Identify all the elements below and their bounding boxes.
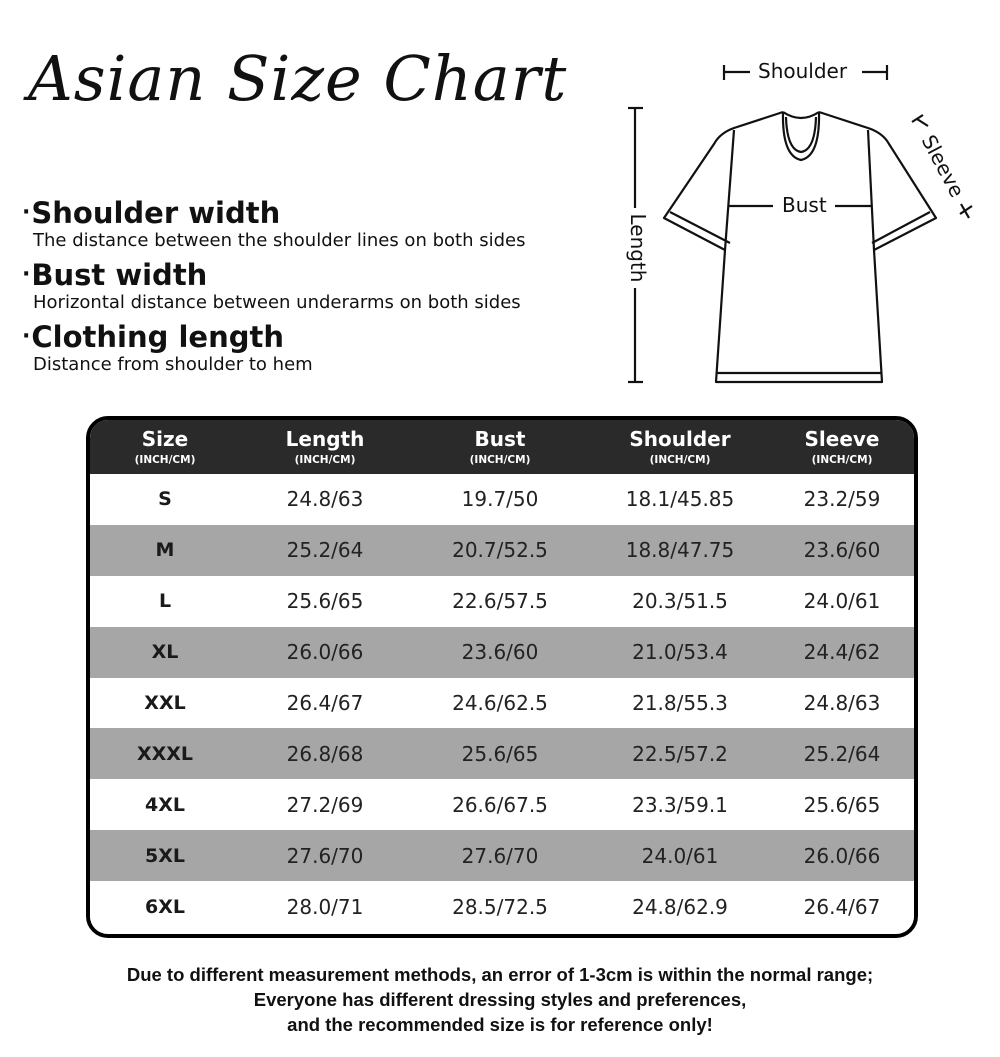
sleeve-cell: 23.6/60 xyxy=(803,538,881,563)
bust-cell: 26.6/67.5 xyxy=(452,792,548,817)
length-cell: 24.8/63 xyxy=(286,487,364,512)
shoulder-label: Shoulder xyxy=(758,59,848,83)
column-header-shoulder: Shoulder (INCH/CM) xyxy=(629,427,731,466)
sleeve-cell: 24.8/63 xyxy=(803,691,881,715)
sleeve-cell: 23.2/59 xyxy=(803,487,881,512)
shoulder-cell: 20.3/51.5 xyxy=(632,589,728,614)
table-row xyxy=(90,627,914,678)
table-row xyxy=(90,576,914,627)
table-row xyxy=(90,525,914,576)
length-cell: 26.0/66 xyxy=(286,640,364,665)
definition-description: Horizontal distance between underarms on both sides xyxy=(33,292,521,313)
size-cell: 4XL xyxy=(145,793,185,816)
note-line: and the recommended size is for reference only! xyxy=(287,1014,713,1035)
length-cell: 28.0/71 xyxy=(286,894,364,919)
definition-heading: Bust width xyxy=(31,258,208,292)
table-row xyxy=(90,678,914,729)
bust-cell: 19.7/50 xyxy=(461,487,539,512)
page-title: Asian Size Chart xyxy=(28,42,568,115)
bust-cell: 23.6/60 xyxy=(461,640,539,665)
table-row xyxy=(90,728,914,779)
column-header-sleeve: Sleeve (INCH/CM) xyxy=(804,427,880,466)
bust-cell: 25.6/65 xyxy=(461,741,539,766)
definition-heading: Shoulder width xyxy=(31,196,281,230)
shoulder-cell: 21.0/53.4 xyxy=(632,640,728,665)
size-cell: XL xyxy=(151,641,179,664)
tshirt-icon xyxy=(610,40,1000,400)
definition-length xyxy=(22,320,612,376)
tshirt-diagram xyxy=(610,40,1000,400)
shoulder-cell: 23.3/59.1 xyxy=(632,792,728,817)
length-cell: 27.6/70 xyxy=(286,843,364,868)
shoulder-cell: 21.8/55.3 xyxy=(632,691,728,715)
table-header-row xyxy=(90,420,914,474)
size-table xyxy=(86,416,918,938)
shoulder-cell: 18.8/47.75 xyxy=(625,538,735,563)
bullet-icon: · xyxy=(22,262,31,287)
shoulder-cell: 22.5/57.2 xyxy=(632,741,728,766)
sleeve-cell: 26.4/67 xyxy=(803,894,881,919)
disclaimer-notes xyxy=(0,962,1000,1037)
bullet-icon: · xyxy=(22,324,31,349)
column-header-size: Size (INCH/CM) xyxy=(134,427,196,466)
table-row xyxy=(90,881,914,932)
length-cell: 26.4/67 xyxy=(286,691,364,715)
bust-label: Bust xyxy=(782,193,827,217)
size-cell: 6XL xyxy=(145,895,185,918)
shoulder-cell: 18.1/45.85 xyxy=(625,487,735,512)
length-cell: 27.2/69 xyxy=(286,792,364,817)
length-cell: 25.6/65 xyxy=(286,589,364,614)
bullet-icon: · xyxy=(22,200,31,225)
shoulder-cell: 24.0/61 xyxy=(641,843,719,868)
definition-heading: Clothing length xyxy=(31,320,284,354)
note-line: Due to different measurement methods, an error of 1-3cm is within the normal range; xyxy=(126,964,874,985)
sleeve-cell: 26.0/66 xyxy=(803,843,881,868)
column-header-bust: Bust (INCH/CM) xyxy=(469,427,531,466)
table-row xyxy=(90,779,914,830)
bust-cell: 27.6/70 xyxy=(461,843,539,868)
table-row xyxy=(90,830,914,881)
bust-cell: 28.5/72.5 xyxy=(452,894,548,919)
size-cell: 5XL xyxy=(145,844,185,867)
bust-cell: 20.7/52.5 xyxy=(452,538,548,563)
sleeve-cell: 25.6/65 xyxy=(803,792,881,817)
sleeve-cell: 25.2/64 xyxy=(803,741,881,766)
definition-description: Distance from shoulder to hem xyxy=(33,354,313,375)
definition-bust xyxy=(22,258,612,314)
definition-shoulder xyxy=(22,196,612,252)
shoulder-cell: 24.8/62.9 xyxy=(632,894,728,919)
size-cell: S xyxy=(158,488,172,511)
bust-cell: 22.6/57.5 xyxy=(452,589,548,614)
size-cell: M xyxy=(155,539,175,562)
length-cell: 26.8/68 xyxy=(286,741,364,766)
sleeve-cell: 24.4/62 xyxy=(803,640,881,665)
definition-description: The distance between the shoulder lines on both sides xyxy=(33,230,526,251)
size-cell: XXXL xyxy=(136,742,194,765)
table-row xyxy=(90,474,914,525)
column-header-length: Length (INCH/CM) xyxy=(285,427,365,466)
size-cell: L xyxy=(158,590,172,613)
note-line: Everyone has different dressing styles and preferences, xyxy=(253,989,747,1010)
length-label: Length xyxy=(626,213,650,283)
bust-cell: 24.6/62.5 xyxy=(452,691,548,715)
size-cell: XXL xyxy=(144,692,186,714)
measurement-definitions xyxy=(22,196,612,382)
sleeve-label: Sleeve xyxy=(916,130,970,202)
sleeve-cell: 24.0/61 xyxy=(803,589,881,614)
length-cell: 25.2/64 xyxy=(286,538,364,563)
